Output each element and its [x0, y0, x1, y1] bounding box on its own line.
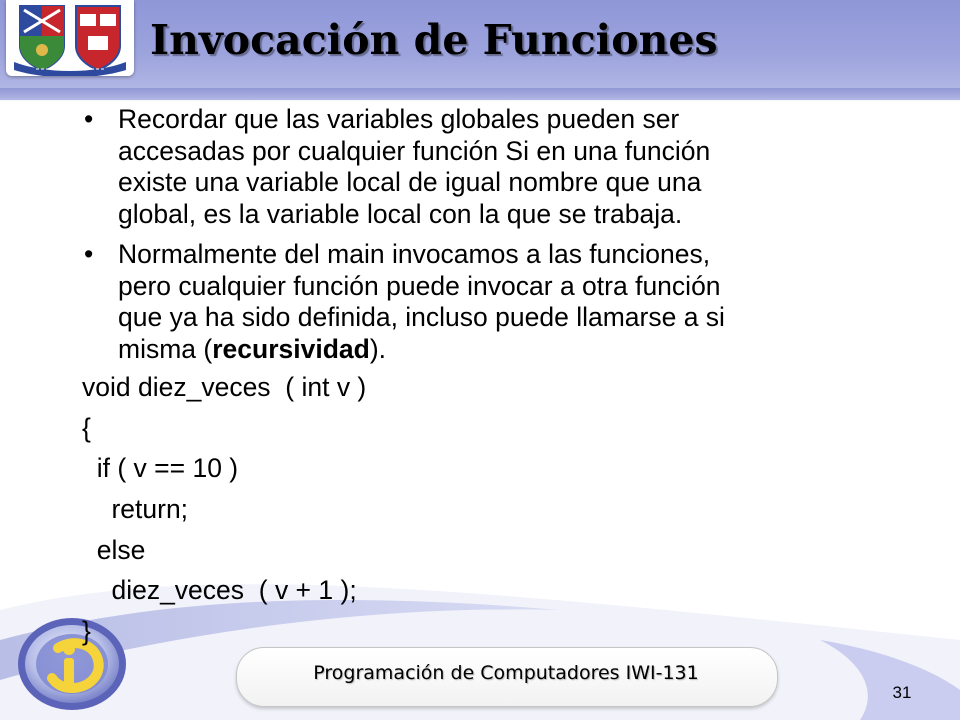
code-line: return;: [82, 494, 189, 525]
slide-title: Invocación de Funciones: [150, 16, 718, 64]
bullet-line: [118, 136, 860, 168]
emphasis-text: recursividad: [212, 333, 370, 364]
bullet-line: [118, 271, 860, 303]
bullet-line: [118, 199, 860, 231]
code-line: {: [82, 412, 91, 443]
code-block: [82, 367, 366, 652]
bullet-text: existe una variable local de igual nombre que una: [118, 167, 702, 197]
bullet-item: [80, 104, 860, 230]
bullet-text: accesadas por cualquier función Si en una función: [118, 135, 711, 166]
university-crest-icon: [6, 0, 134, 76]
bullet-text: que ya ha sido definida, incluso puede llamarse a si: [118, 302, 725, 332]
bullet-text: misma (: [118, 333, 213, 364]
code-line: diez_veces ( v + 1 );: [82, 575, 357, 606]
footer-course-name: Programación de Computadores IWI-131: [313, 662, 699, 684]
code-line: if ( v == 10 ): [82, 453, 239, 484]
bullet-dot-icon: •: [84, 104, 94, 134]
code-line: else: [82, 534, 146, 565]
bullet-text: Normalmente del main invocamos a las funciones,: [118, 239, 711, 269]
bullet-line: [118, 239, 860, 271]
code-line: }: [82, 616, 91, 647]
bullet-dot-icon: •: [84, 239, 94, 269]
bullet-text: ).: [369, 333, 387, 364]
bullet-text: pero cualquier función puede invocar a otra función: [118, 270, 721, 301]
bullet-line: [118, 167, 860, 199]
page-number: 31: [892, 683, 912, 702]
bullet-line: [118, 302, 860, 334]
bullet-line: [118, 334, 860, 366]
code-line: void diez_veces ( int v ): [82, 372, 367, 402]
bullet-text: global, es la variable local con la que se trabaja.: [118, 198, 683, 229]
bullet-list: [80, 104, 860, 374]
bullet-text: Recordar que las variables globales pueden ser: [118, 104, 680, 134]
bullet-line: [118, 104, 860, 136]
bullet-item: [80, 239, 860, 365]
